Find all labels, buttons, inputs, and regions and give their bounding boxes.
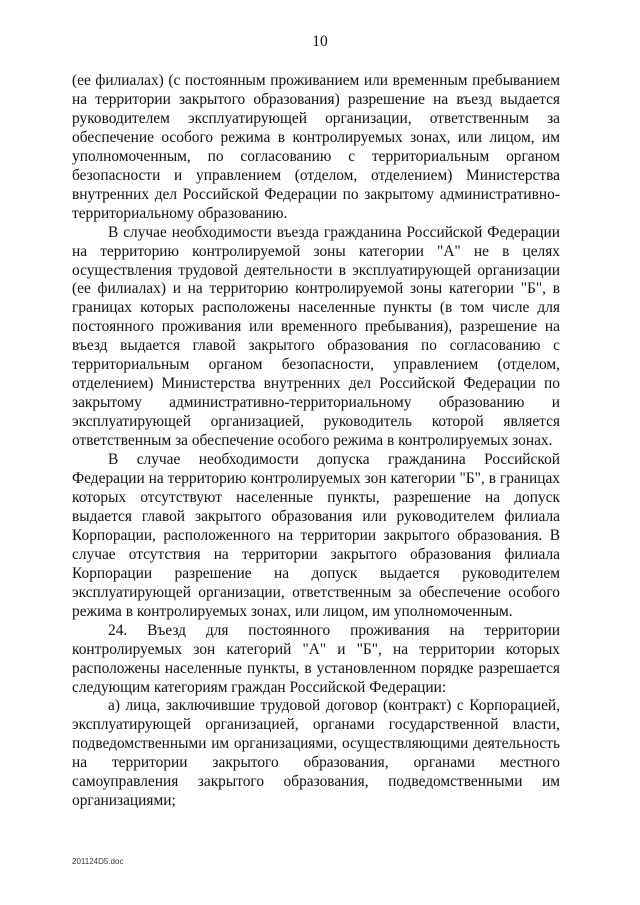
document-body (72, 72, 560, 811)
paragraph-entry-zone-a-b: В случае необходимости въезда гражданина Российской Федерации на территорию контролируемой зоны категории "А" не в целях осуществления трудовой деятельности в эксплуатирующей организации (ее филиалах) и на территорию контролируемой зоны категории "Б", в границах которых расположены населенные пункты (в том числе для постоянного проживания или временного пребывания), разрешение на въезд выдается главой закрытого образования по согласованию с территориальным органом безопасности, управлением (отделом, отделением) Министерства внутренних дел Российской Федерации по закрытому административно-территориальному образованию и эксплуатирующей организацией, руководитель которой является ответственным за обеспечение особого режима в контролируемых зонах. (72, 223, 560, 450)
paragraph-subclause-a: а) лица, заключившие трудовой договор (контракт) с Корпорацией, эксплуатирующей организацией, органами государственной власти, подведомственными им организациями, осуществляющими деятельность на территории закрытого образования, органами местного самоуправления закрытого образования, подведомственными им организациями; (72, 697, 560, 810)
paragraph-admission-zone-b: В случае необходимости допуска гражданина Российской Федерации на территорию контролируемых зон категории "Б", в границах которых отсутствуют населенные пункты, разрешение на допуск выдается главой закрытого образования или руководителем филиала Корпорации, расположенного на территории закрытого образования. В случае отсутствия на территории закрытого образования филиала Корпорации разрешение на допуск выдается руководителем эксплуатирующей организации, ответственным за обеспечение особого режима в контролируемых зонах, или лицом, им уполномоченным. (72, 451, 560, 620)
file-name-footer: 201124D5.doc (72, 857, 124, 866)
paragraph-clause-24: 24. Въезд для постоянного проживания на территории контролируемых зон категорий "А" и "Б", на территории которых расположены населенные пункты, в установленном порядке разрешается следующим категориям граждан Российской Федерации: (72, 621, 560, 696)
page-number: 10 (312, 33, 328, 50)
paragraph-continuation: (ее филиалах) (с постоянным проживанием или временным пребыванием на территории закрытого образования) разрешение на въезд выдается руководителем эксплуатирующей организации, ответственным за обеспечение особого режима в контролируемых зонах, или лицом, им уполномоченным, по согласованию с территориальным органом безопасности и управлением (отделом, отделением) Министерства внутренних дел Российской Федерации по закрытому административно-территориальному образованию. (72, 72, 560, 222)
